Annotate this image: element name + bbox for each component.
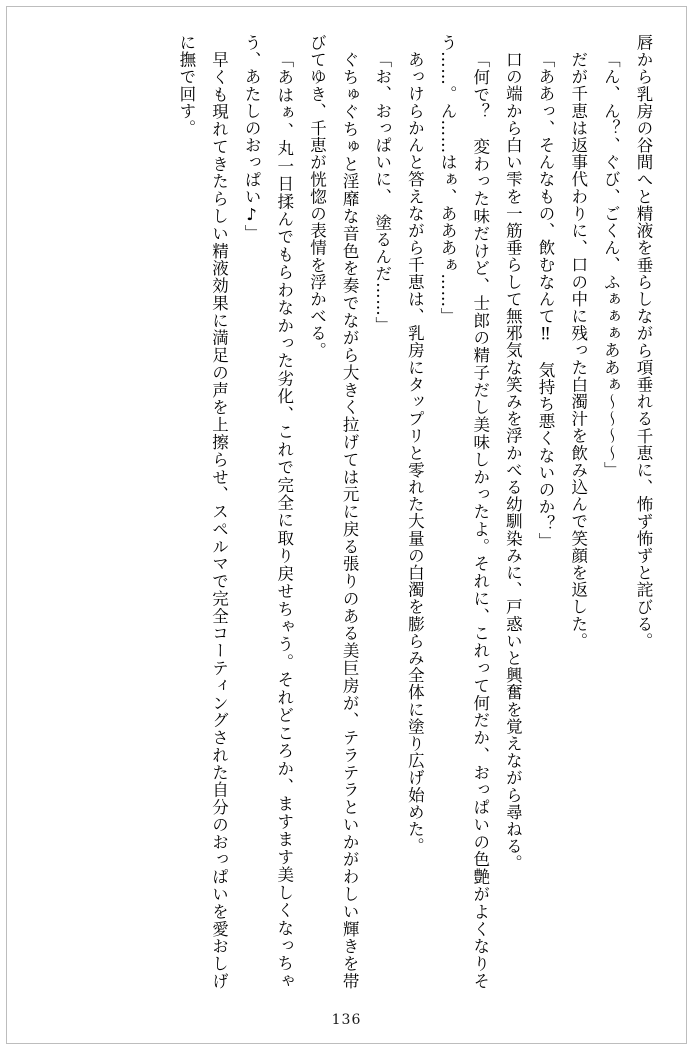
page-number: 136 [331, 1012, 362, 1028]
paragraph: だが千恵は返事代わりに、口の中に残った白濁汁を飲み込んで笑顔を返した。 [568, 50, 588, 649]
paragraph: 「お、おっぱいに、 塗るんだ……」 [372, 50, 392, 333]
paragraph: 「ああっ、そんなもの、飲むなんて‼ 気持ち悪くないのか？」 [536, 50, 556, 549]
paragraph: 「何で？ 変わった味だけど、士郎の精子だし美味しかったよ。それに、これって何だか、おっぱいの色艶がよくなりそう……。ん……はぁ、あああぁ……」 [438, 34, 490, 989]
paragraph: ぐちゅぐちゅと淫靡な音色を奏でながら大きく拉げては元に戻る張りのある美巨房が、テラテラといかがわしい輝きを帯びてゆき、千恵が恍惚の表情を浮かべる。 [307, 34, 360, 989]
paragraph: 早くも現れてきたらしい精液効果に満足の声を上擦らせ、スペルマで完全コーティングされた自分のおっぱいを愛おしげに撫で回す。 [176, 34, 229, 989]
paragraph: 唇から乳房の谷間へと精液を垂らしながら項垂れる千恵に、怖ず怖ずと詫びる。 [634, 34, 653, 650]
paragraph: 「あはぁ、丸一日揉んでもらわなかった劣化、これで完全に取り戻せちゃう。それどころか、ますます美しくなっちゃう、あたしのおっぱい♪」 [242, 34, 294, 989]
vertical-text-body [34, 34, 659, 989]
paragraph: 「ん、ん？、ぐび、ごくん、ふぁぁぁああぁ～～～～」 [601, 50, 621, 478]
paragraph: あっけらかんと答えながら千恵は、乳房にタップリと零れた大量の白濁を膨らみ全体に塗り広げ始めた。 [405, 50, 425, 855]
paragraph: 口の端から白い雫を一筋垂らして無邪気な笑みを浮かべる幼馴染みに、戸惑いと興奮を覚えながら尋ねる。 [503, 50, 523, 872]
